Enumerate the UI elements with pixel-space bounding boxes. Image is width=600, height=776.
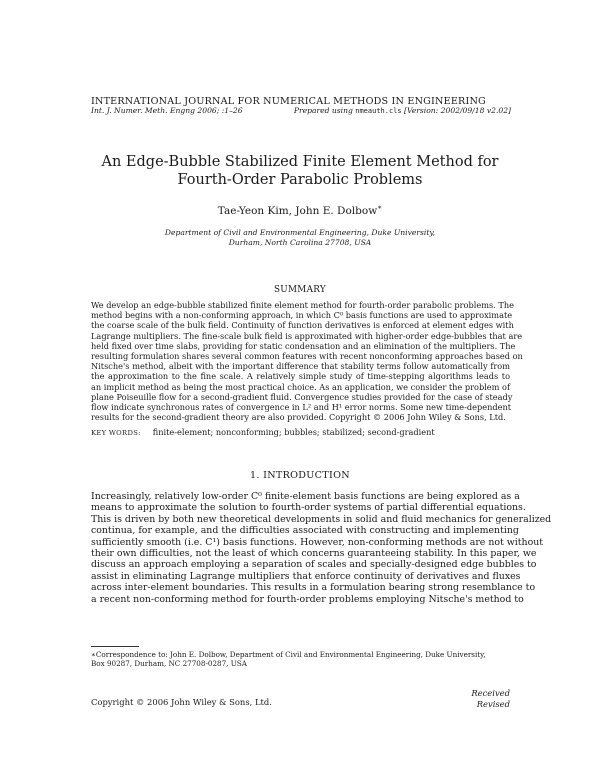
paper-title-line-1: An Edge-Bubble Stabilized Finite Element Method for [101, 154, 499, 170]
footnote-line-1: ∗Correspondence to: John E. Dolbow, Department of Civil and Environmental Engineering, Duke University, [91, 650, 486, 659]
affiliation [0, 228, 600, 248]
keywords-text: finite-element; nonconforming; bubbles; stabilized; second-gradient [152, 427, 435, 437]
intro-line: Increasingly, relatively low-order C⁰ finite-element basis functions are being explored as a [91, 491, 520, 502]
intro-line: continua, for example, and the difficulties associated with constructing and implementing [91, 525, 519, 537]
abstract-line: method begins with a non-conforming approach, in which C⁰ basis functions are used to approximate [91, 310, 513, 321]
abstract-line: results for the second-gradient theory are also provided. Copyright © 2006 John Wiley & Sons, Ltd. [91, 412, 506, 423]
intro-line: across inter-element boundaries. This results in a formulation bearing strong resemblance to [91, 582, 536, 594]
received-label: Received [471, 688, 510, 698]
introduction-text [91, 491, 552, 605]
intro-line: discuss an approach employing a separation of scales and specially-designed edge bubbles to [91, 559, 537, 571]
abstract [91, 300, 523, 423]
abstract-line: plane Poiseuille flow for a second-gradient fluid. Convergence studies provided for the case of steady [91, 391, 513, 402]
authors: Tae-Yeon Kim, John E. Dolbow∗ [217, 202, 383, 217]
footnote-rule [91, 646, 139, 647]
abstract-line: Lagrange multipliers. The fine-scale bulk field is approximated with higher-order edge-bubbles that are [91, 330, 523, 341]
section-heading: 1. INTRODUCTION [250, 470, 350, 481]
journal-citation-line [91, 106, 511, 115]
revised-label: Revised [476, 699, 510, 709]
abstract-line: flow indicate synchronous rates of convergence in L² and H¹ error norms. Some new time-dependent [91, 402, 512, 413]
copyright: Copyright © 2006 John Wiley & Sons, Ltd. [91, 697, 272, 707]
class-file: nmeauth.cls [355, 107, 402, 115]
affiliation-line-2: Durham, North Carolina 27708, USA [228, 238, 372, 247]
footnote [91, 650, 510, 669]
intro-line: a recent non-conforming method for fourth-order problems employing Nitsche's method to [91, 593, 524, 605]
abstract-line: resulting formulation shares several common features with recent nonconforming approaches based on [91, 351, 523, 362]
footnote-line-2: Box 90287, Durham, NC 27708-0287, USA [91, 659, 247, 669]
intro-line: their own difficulties, not the least of which concerns guaranteeing stability. In this paper, we [91, 548, 537, 560]
prepared-using: Prepared using nmeauth.cls [Version: 2002/09/18 v2.02] [293, 106, 511, 115]
keywords-label: KEY WORDS: [91, 429, 141, 437]
journal-name: INTERNATIONAL JOURNAL FOR NUMERICAL METHODS IN ENGINEERING [91, 96, 486, 107]
affiliation-line-1: Department of Civil and Environmental Engineering, Duke University, [164, 228, 436, 237]
summary-heading: SUMMARY [273, 285, 327, 295]
abstract-line: an implicit method as being the most practical choice. As an application, we consider the problem of [91, 381, 510, 392]
intro-line: This is driven by both new theoretical developments in solid and fluid mechanics for generalized [91, 513, 552, 525]
abstract-line: held fixed over time slabs, providing for static condensation and an elimination of the multipliers. The [91, 340, 516, 351]
received-revised [430, 688, 510, 710]
keywords [91, 427, 435, 437]
intro-line: sufficiently smooth (i.e. C¹) basis functions. However, non-conforming methods are not without [91, 536, 544, 548]
intro-line: means to approximate the solution to fourth-order systems of partial differential equations. [91, 502, 526, 514]
intro-line: assist in eliminating Lagrange multipliers that enforce continuity of derivatives and fluxes [91, 570, 521, 582]
citation: Int. J. Numer. Meth. Engng 2006; :1–26 [91, 106, 243, 115]
author-mark: ∗ [377, 202, 383, 212]
abstract-line: the approximation to the fine scale. A relatively simple study of time-stepping algorithms leads to [91, 371, 510, 382]
abstract-line: the coarse scale of the bulk field. Continuity of function derivatives is enforced at element edges with [91, 320, 514, 331]
abstract-line: Nitsche's method, albeit with the important difference that stability terms follow automatically from [91, 361, 510, 372]
abstract-line: We develop an edge-bubble stabilized finite element method for fourth-order parabolic problems. The [91, 300, 514, 310]
paper-title-line-2: Fourth-Order Parabolic Problems [177, 172, 423, 188]
